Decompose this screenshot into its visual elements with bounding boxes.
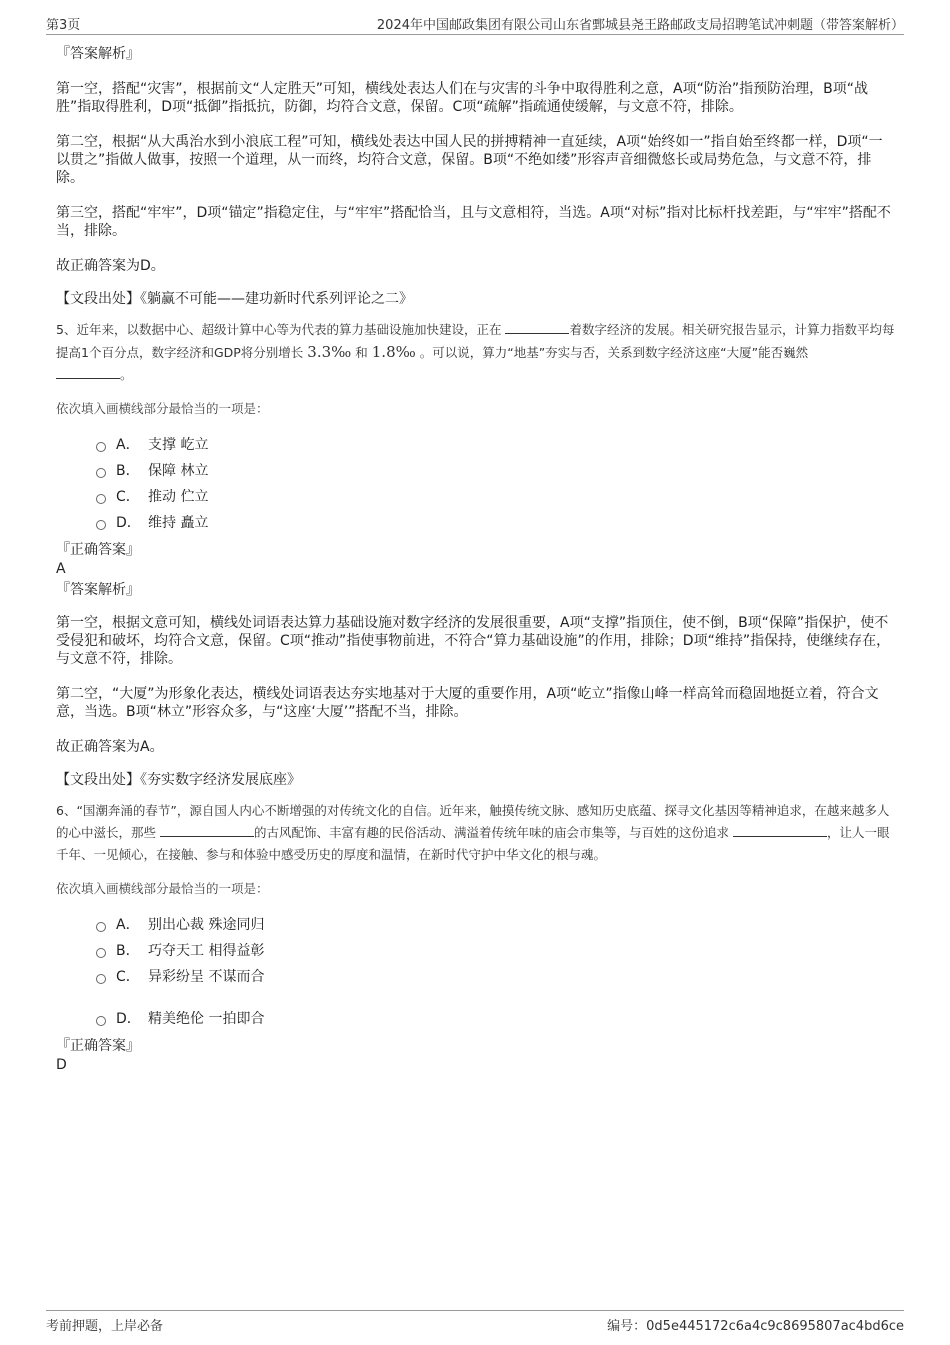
q6-option-b[interactable]	[96, 938, 896, 964]
q6-blank-1	[160, 822, 254, 837]
q6-options	[56, 912, 896, 1032]
q5-options	[56, 432, 896, 536]
option-text: 维持 矗立	[148, 515, 209, 531]
option-letter: C．	[116, 969, 140, 985]
q5-analysis-label: 『答案解析』	[56, 582, 140, 598]
q5-prompt: 依次填入画横线部分最恰当的一项是：	[56, 401, 269, 416]
option-letter: B．	[116, 463, 140, 479]
question-5-text	[56, 319, 896, 386]
q5-analysis-conclusion: 故正确答案为A。	[56, 739, 164, 755]
q4-analysis-paragraph: 第二空，根据“从大禹治水到小浪底工程”可知，横线处表达中国人民的拼搏精神一直延续，A项“始终如一”指自始至终都一样，D项“一以贯之”指做人做事，按照一个道理，从一而终，均符合文意，保留。B项“不绝如缕”形容声音细微悠长或局势危急，与文意不符，排除。	[56, 134, 883, 186]
radio-button-icon[interactable]	[96, 494, 106, 504]
q6-blank-2	[733, 822, 827, 837]
option-text: 别出心裁 殊途同归	[148, 917, 265, 933]
q5-text-part: 。可以说，算力“地基”夯实与否，关系到数字经济这座“大厦”能否巍然	[419, 345, 809, 360]
option-text: 异彩纷呈 不谋而合	[148, 969, 265, 985]
option-text: 巧夺天工 相得益彰	[148, 943, 265, 959]
q6-text-part: 6、“国潮奔涌的春节”，源自国人内心不断增强的对传统文化的自信。近年来，触摸传统文脉、感知历史底蕴、探寻文化基因等精神追求，在越来越多人的心中滋长，那些	[56, 803, 890, 840]
q4-analysis-label: 『答案解析』	[56, 46, 140, 62]
q4-source: 【文段出处】《躺赢不可能——建功新时代系列评论之二》	[56, 291, 413, 307]
q5-correct-answer: A	[56, 561, 66, 577]
q6-prompt: 依次填入画横线部分最恰当的一项是：	[56, 881, 269, 896]
q6-correct-label: 『正确答案』	[56, 1038, 140, 1054]
q5-text-end: 。	[120, 367, 133, 382]
q5-option-c[interactable]	[96, 484, 896, 510]
radio-button-icon[interactable]	[96, 520, 106, 530]
question-6-text	[56, 800, 896, 866]
footer-slogan: 考前押题，上岸必备	[46, 1319, 164, 1334]
q6-text-part: 的古风配饰、丰富有趣的民俗活动、满溢着传统年味的庙会市集等，与百姓的这份追求	[254, 825, 730, 840]
document-code: 编号：0d5e445172c6a4c9c8695807ac4bd6ce	[607, 1319, 904, 1334]
q6-correct-answer: D	[56, 1057, 67, 1073]
page-content	[56, 44, 896, 1074]
q5-correct-label: 『正确答案』	[56, 542, 140, 558]
q4-analysis-paragraph: 第一空，搭配“灾害”，根据前文“人定胜天”可知，横线处表达人们在与灾害的斗争中取得胜利之意，A项“防治”指预防治理，B项“战胜”指取得胜利，D项“抵御”指抵抗，防御，均符合文意，保留。C项“疏解”指疏通使缓解，与文意不符，排除。	[56, 81, 868, 115]
document-title: 2024年中国邮政集团有限公司山东省鄄城县尧王路邮政支局招聘笔试冲刺题（带答案解析）	[376, 18, 904, 33]
radio-button-icon[interactable]	[96, 468, 106, 478]
page-header	[46, 14, 904, 35]
radio-button-icon[interactable]	[96, 1016, 106, 1026]
option-text: 精美绝伦 一拍即合	[148, 1011, 265, 1027]
radio-button-icon[interactable]	[96, 948, 106, 958]
q5-math-value: 1.8‰	[371, 343, 416, 361]
q5-blank-2	[56, 364, 120, 379]
q6-text-part: ，让人一眼千年、一见倾心，在接触、参与和体验中感受历史的厚度和温情，在新时代守护中华文化的根与魂。	[56, 825, 890, 862]
q6-option-a[interactable]	[96, 912, 896, 938]
q5-blank-1	[505, 319, 569, 334]
q5-source: 【文段出处】《夯实数字经济发展底座》	[56, 772, 301, 788]
option-letter: B．	[116, 943, 140, 959]
option-letter: A．	[116, 437, 140, 453]
option-letter: D．	[116, 1011, 141, 1027]
q4-analysis-conclusion: 故正确答案为D。	[56, 258, 165, 274]
q5-analysis-paragraph: 第二空，“大厦”为形象化表达，横线处词语表达夯实地基对于大厦的重要作用，A项“屹立”指像山峰一样高耸而稳固地挺立着，符合文意，当选。B项“林立”形容众多，与“这座‘大厦’”搭配不当，排除。	[56, 686, 879, 720]
q5-math-value: 3.3‰	[307, 343, 352, 361]
page-number: 第3页	[46, 18, 81, 33]
q5-analysis-paragraph: 第一空，根据文意可知，横线处词语表达算力基础设施对数字经济的发展很重要，A项“支撑”指顶住，使不倒，B项“保障”指保护，使不受侵犯和破坏，均符合文意，保留。C项“推动”指使事物前进，不符合“算力基础设施”的作用，排除；D项“维持”指保持，使继续存在，与文意不符，排除。	[56, 615, 891, 667]
radio-button-icon[interactable]	[96, 974, 106, 984]
option-letter: A．	[116, 917, 140, 933]
q5-option-d[interactable]	[96, 510, 896, 536]
q4-analysis-paragraph: 第三空，搭配“牢牢”，D项“锚定”指稳定住，与“牢牢”搭配恰当，且与文意相符，当选。A项“对标”指对比标杆找差距，与“牢牢”搭配不当，排除。	[56, 205, 891, 239]
q6-option-c[interactable]	[96, 964, 896, 990]
option-letter: C．	[116, 489, 140, 505]
q6-option-d[interactable]	[96, 1006, 896, 1032]
q5-and: 和	[355, 345, 368, 360]
radio-button-icon[interactable]	[96, 442, 106, 452]
q5-text-part: 着数字经济的发展。相关研究报告显示，计算力指数平均每提高1个百分点，数字经济和GDP将分别增长	[56, 322, 895, 360]
option-text: 推动 伫立	[148, 489, 209, 505]
page-footer	[46, 1310, 904, 1333]
option-text: 支撑 屹立	[148, 437, 209, 453]
radio-button-icon[interactable]	[96, 922, 106, 932]
q5-option-a[interactable]	[96, 432, 896, 458]
option-letter: D．	[116, 515, 141, 531]
q5-text-part: 5、近年来，以数据中心、超级计算中心等为代表的算力基础设施加快建设，正在	[56, 322, 502, 337]
option-text: 保障 林立	[148, 463, 209, 479]
q5-option-b[interactable]	[96, 458, 896, 484]
